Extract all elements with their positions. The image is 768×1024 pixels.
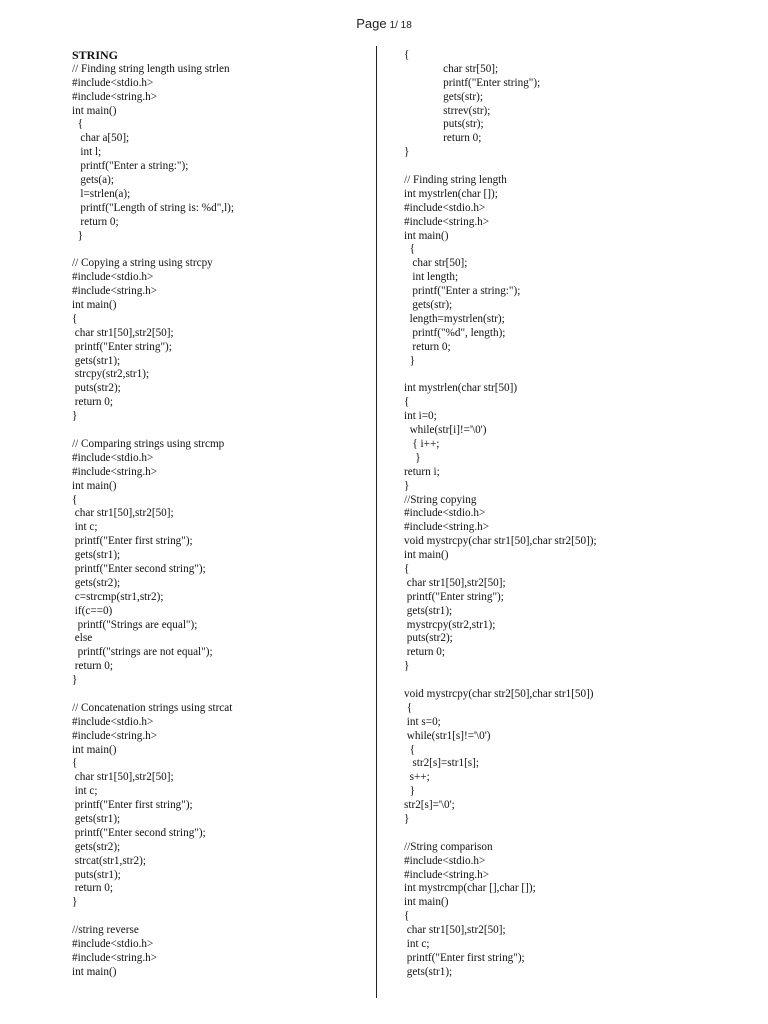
code-line: #include<stdio.h> (72, 715, 154, 728)
code-line: int mystrlen(char str[50]) (404, 382, 518, 395)
code-line: printf("Enter a string:"); (72, 160, 189, 173)
code-line: return 0; (404, 340, 451, 353)
code-line (404, 674, 704, 688)
code-line: } (404, 354, 415, 367)
code-line: puts(str2); (404, 632, 453, 645)
code-line: #include<string.h> (72, 951, 158, 964)
code-line: } (72, 896, 78, 909)
code-line: } (404, 785, 415, 798)
code-line: char str1[50],str2[50]; (404, 576, 506, 589)
code-line: return 0; (404, 646, 446, 659)
page-header (0, 16, 768, 31)
code-line: } (72, 674, 78, 687)
code-line: int main() (72, 479, 117, 492)
code-line: return 0; (72, 882, 114, 895)
code-line (404, 368, 704, 382)
code-line: printf("strings are not equal"); (72, 646, 213, 659)
column-divider (376, 46, 377, 998)
code-line: int main() (404, 229, 449, 242)
code-line: } (404, 451, 421, 464)
code-line: return 0; (404, 132, 482, 145)
code-line: while(str[i]!='\0') (404, 424, 487, 437)
code-line: char str1[50],str2[50]; (72, 771, 174, 784)
code-line: gets(str1); (72, 812, 121, 825)
code-line: length=mystrlen(str); (404, 312, 505, 325)
code-line: puts(str2); (72, 382, 121, 395)
code-line: strcat(str1,str2); (72, 854, 146, 867)
code-line: int main() (404, 549, 449, 562)
code-line: strrev(str); (404, 104, 491, 117)
code-line: char str[50]; (404, 62, 499, 75)
code-line: printf("Length of string is: %d",l); (72, 201, 235, 214)
code-line: return i; (404, 465, 440, 478)
code-line: // Finding string length using strlen (72, 62, 230, 75)
code-line: int c; (404, 938, 430, 950)
code-line: #include<stdio.h> (72, 76, 154, 89)
code-line: l=strlen(a); (72, 187, 131, 200)
code-line (404, 827, 704, 841)
code-line: printf("Enter second string"); (72, 826, 206, 839)
code-line: int l; (72, 146, 102, 159)
code-line: #include<stdio.h> (72, 938, 154, 950)
left-column (72, 49, 362, 980)
code-line: } (72, 410, 78, 423)
code-line: #include<stdio.h> (404, 507, 486, 520)
code-line: printf("Enter string"); (404, 590, 504, 603)
code-line: //String comparison (404, 840, 493, 853)
code-line: int s=0; (404, 715, 441, 728)
code-line: c=strcmp(str1,str2); (72, 590, 164, 603)
page-label: Page (356, 16, 387, 31)
code-line: gets(str1); (72, 549, 121, 562)
code-line: #include<stdio.h> (72, 271, 154, 284)
code-line: int main() (72, 299, 117, 312)
code-line: return 0; (72, 215, 119, 228)
code-line: int mystrlen(char []); (404, 187, 498, 200)
code-line: } (72, 229, 83, 242)
code-line: gets(a); (72, 174, 114, 187)
code-line: { (404, 243, 415, 256)
code-line: #include<string.h> (72, 90, 158, 103)
code-line: gets(str); (404, 299, 453, 312)
code-line: { (404, 701, 413, 714)
code-line: int i=0; (404, 410, 437, 423)
code-line: // Copying a string using strcpy (72, 257, 213, 270)
code-line: gets(str1); (72, 354, 121, 367)
code-line: // Finding string length (404, 174, 507, 187)
code-line: } (404, 146, 410, 159)
code-line: int mystrcmp(char [],char []); (404, 882, 536, 895)
code-line: #include<string.h> (72, 285, 158, 298)
document-heading: STRING (72, 48, 119, 62)
code-line: char str1[50],str2[50]; (404, 924, 506, 937)
code-line: printf("Enter first string"); (404, 951, 525, 964)
code-line: // Concatenation strings using strcat (72, 701, 233, 714)
code-line: int main() (72, 965, 117, 978)
code-line: //string reverse (72, 924, 139, 937)
code-line: } (404, 812, 410, 825)
code-line: int main() (72, 743, 117, 756)
code-line: { (404, 49, 410, 61)
code-line: #include<stdio.h> (404, 854, 486, 867)
code-line: while(str1[s]!='\0') (404, 729, 491, 742)
code-line: str2[s]=str1[s]; (404, 757, 479, 770)
right-column (404, 49, 704, 980)
code-line: // Comparing strings using strcmp (72, 437, 225, 450)
code-line: #include<stdio.h> (404, 201, 486, 214)
page-number: 1/ 18 (389, 20, 412, 31)
code-line: #include<string.h> (404, 868, 490, 881)
code-line: char str1[50],str2[50]; (72, 507, 174, 520)
code-line: char a[50]; (72, 132, 130, 145)
code-line: s++; (404, 771, 430, 784)
code-line (404, 160, 704, 174)
code-line: { (72, 757, 78, 770)
code-line: { (404, 910, 410, 923)
code-line: printf("Enter second string"); (72, 562, 206, 575)
code-line: gets(str2); (72, 840, 121, 853)
code-line: printf("Enter first string"); (72, 799, 193, 812)
code-line: { i++; (404, 437, 440, 450)
code-line: else (72, 632, 93, 645)
code-line: { (404, 743, 415, 756)
code-line: int main() (404, 896, 449, 909)
code-line: printf("Enter a string:"); (404, 285, 521, 298)
code-line: #include<string.h> (72, 465, 158, 478)
code-line: #include<string.h> (404, 521, 490, 534)
code-line: return 0; (72, 396, 114, 409)
code-line: { (72, 118, 83, 131)
code-line: strcpy(str2,str1); (72, 368, 150, 381)
code-line: printf("Enter first string"); (72, 535, 193, 548)
code-line: printf("Enter string"); (404, 76, 541, 89)
code-line: #include<string.h> (404, 215, 490, 228)
code-line: char str[50]; (404, 257, 468, 270)
code-line: #include<stdio.h> (72, 451, 154, 464)
code-line (72, 424, 362, 438)
code-line: //String copying (404, 493, 477, 506)
code-line (72, 688, 362, 702)
code-line: printf("%d", length); (404, 326, 506, 339)
code-line: return 0; (72, 660, 114, 673)
code-line: { (72, 312, 78, 325)
code-line: mystrcpy(str2,str1); (404, 618, 496, 631)
code-line: { (72, 493, 78, 506)
code-line: printf("Strings are equal"); (72, 618, 198, 631)
code-line: } (404, 479, 410, 492)
code-line: puts(str); (404, 118, 484, 131)
code-line: char str1[50],str2[50]; (72, 326, 174, 339)
code-line: if(c==0) (72, 604, 113, 617)
code-line: printf("Enter string"); (72, 340, 172, 353)
code-line: void mystrcpy(char str2[50],char str1[50]) (404, 687, 594, 700)
code-line: puts(str1); (72, 868, 121, 881)
code-line: int c; (72, 521, 98, 534)
code-line: void mystrcpy(char str1[50],char str2[50]); (404, 535, 597, 548)
code-line: gets(str1); (404, 604, 453, 617)
code-line: gets(str); (404, 90, 483, 103)
code-line: } (404, 660, 410, 673)
code-line: int length; (404, 271, 459, 284)
code-line: { (404, 562, 410, 575)
code-line: gets(str1); (404, 965, 453, 978)
code-line: str2[s]='\0'; (404, 799, 455, 812)
code-line: gets(str2); (72, 576, 121, 589)
code-line: #include<string.h> (72, 729, 158, 742)
code-line (72, 243, 362, 257)
code-line (72, 910, 362, 924)
code-line: int main() (72, 104, 117, 117)
code-line: int c; (72, 785, 98, 798)
code-line: { (404, 396, 410, 409)
